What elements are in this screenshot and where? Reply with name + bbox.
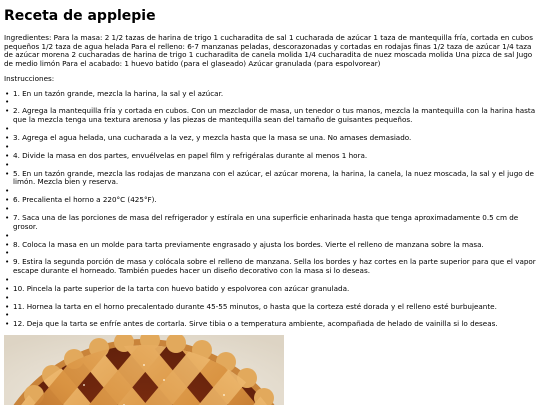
list-item — [13, 134, 536, 143]
step-text: 11. Hornea la tarta en el horno precalentado durante 45-55 minutos, o hasta que la corteza esté dorada y el relleno esté burbujeante. — [13, 301, 497, 311]
step-text: 8. Coloca la masa en un molde para tarta previamente engrasado y ajusta los bordes. Vierte el relleno de manzana sobre la masa. — [13, 239, 484, 249]
apple-pie-photo — [4, 335, 284, 405]
step-text: 2. Agrega la mantequilla fría y cortada en cubos. Con un mezclador de masa, un tenedor o tus manos, mezcla la mantequilla con la harina hasta que la mezcla tenga una textura arenosa y las piezas de mantequilla sean del tamaño de guisantes pequeños. — [13, 106, 536, 125]
list-item — [13, 170, 536, 188]
list-item — [13, 152, 536, 161]
step-text: 12. Deja que la tarta se enfríe antes de cortarla. Sirve tibia o a temperatura ambiente, acompañada de helado de vainilla si lo deseas. — [13, 319, 498, 329]
list-item — [13, 258, 536, 276]
step-text: 7. Saca una de las porciones de masa del refrigerador y estírala en una superficie enharinada hasta que tenga aproximadamente 0.5 cm de grosor. — [13, 212, 519, 231]
step-text: 3. Agrega el agua helada, una cucharada a la vez, y mezcla hasta que la masa se una. No amases demasiado. — [13, 133, 412, 143]
step-text: 9. Estira la segunda porción de masa y colócala sobre el relleno de manzana. Sella los bordes y haz cortes en la parte superior para que el vapor escape durante el horneado. También puedes hacer un diseño decorativo con la masa si lo deseas. — [13, 257, 536, 276]
apple-pie-illustration — [4, 335, 284, 405]
step-text: 5. En un tazón grande, mezcla las rodajas de manzana con el azúcar, el azúcar morena, la harina, la canela, la nuez moscada, la sal y el jugo de limón. Mezcla bien y reserva. — [13, 168, 534, 187]
list-item — [13, 107, 536, 125]
page-title: Receta de applepie — [4, 8, 156, 24]
list-item — [13, 90, 536, 99]
list-item — [13, 320, 536, 329]
instructions-heading: Instrucciones: — [4, 73, 55, 83]
list-item — [13, 241, 536, 250]
list-item — [13, 285, 536, 294]
ingredients-paragraph: Ingredientes: Para la masa: 2 1/2 tazas de harina de trigo 1 cucharadita de sal 1 cucharada de azúcar 1 taza de mantequilla fría, cortada en cubos pequeños 1/2 taza de agua helada Para el relleno: 6-7 manzanas peladas, descorazonadas y cortadas en rodajas finas 1/2 taza de azúcar 1/4 taza de azúcar morena 2 cucharadas de harina de trigo 1 cucharadita de canela molida 1/4 cucharadita de nuez moscada molida Una pizca de sal Jugo de medio limón Para el acabado: 1 huevo batido (para el glaseado) Azúcar granulada (para espolvorear) — [4, 32, 533, 69]
list-item — [13, 196, 536, 205]
list-item — [13, 303, 536, 312]
list-item — [13, 214, 536, 232]
step-text: 1. En un tazón grande, mezcla la harina, la sal y el azúcar. — [13, 88, 224, 98]
step-text: 4. Divide la masa en dos partes, envuélvelas en papel film y refrigéralas durante al menos 1 hora. — [13, 150, 368, 160]
instructions-list — [4, 90, 536, 330]
step-text: 10. Pincela la parte superior de la tarta con huevo batido y espolvorea con azúcar granulada. — [13, 283, 350, 293]
step-text: 6. Precalienta el horno a 220°C (425°F). — [13, 195, 157, 205]
